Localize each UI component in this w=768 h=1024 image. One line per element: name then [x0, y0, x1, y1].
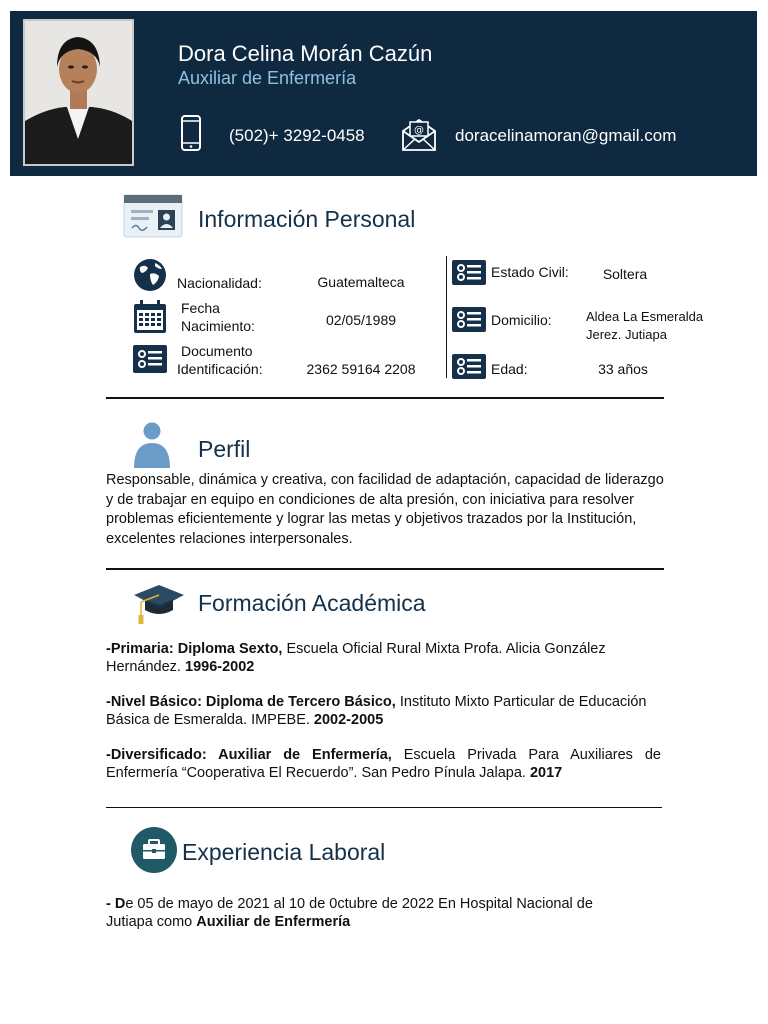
- education-item-degree: -Nivel Básico: Diploma de Tercero Básico,: [106, 694, 396, 710]
- info-column-divider: [446, 256, 447, 378]
- email-envelope-icon: [401, 116, 437, 157]
- education-item-years: 2002-2005: [313, 712, 384, 728]
- education-title: Formación Académica: [198, 590, 426, 616]
- nationality-value: Guatemalteca: [317, 274, 405, 290]
- id-value: 2362 59164 2208: [306, 361, 416, 377]
- experience-role: Auxiliar de Enfermería: [196, 914, 351, 930]
- education-item-years: 1996-2002: [185, 659, 255, 675]
- person-icon: [133, 421, 171, 474]
- briefcase-icon: [130, 826, 178, 879]
- experience-item: [106, 895, 626, 931]
- education-item-school: Escuela Oficial Rural Mixta Profa. Alicia González Hernández.: [106, 641, 606, 675]
- civil-status-icon: [452, 260, 486, 290]
- svg-text:@: @: [414, 125, 424, 136]
- globe-icon: [133, 258, 167, 297]
- calendar-icon: [133, 300, 167, 339]
- age-value: 33 años: [598, 361, 648, 377]
- address-line1: Aldea La Esmeralda: [586, 309, 704, 324]
- candidate-job-title: Auxiliar de Enfermería: [178, 68, 357, 88]
- education-item-degree: -Diversificado: Auxiliar de Enfermería,: [106, 747, 392, 763]
- address-line2: Jerez. Jutiapa: [586, 327, 667, 342]
- birth-label-line1: Fecha: [181, 300, 220, 316]
- candidate-name: Dora Celina Morán Cazún: [178, 41, 433, 66]
- birth-label-line2: Nacimiento:: [181, 318, 255, 334]
- profile-title: Perfil: [198, 436, 251, 462]
- education-item-diversified: [106, 746, 661, 782]
- email-address[interactable]: doracelinamoran@gmail.com: [455, 126, 677, 145]
- education-item-school: Escuela Privada Para Auxiliares de Enfermería “Cooperativa El Recuerdo”. San Pedro Pínula Jalapa.: [106, 747, 661, 781]
- personal-info-title: Información Personal: [198, 206, 416, 232]
- profile-text: Responsable, dinámica y creativa, con facilidad de adaptación, capacidad de liderazgo y de trabajar en equipo en condiciones de alta presión, con iniciativa para resolver problemas eficientemente y lograr las metas y objetivos trazados por la Institución, excelentes relaciones interpersonales.: [106, 472, 664, 547]
- age-icon: [452, 354, 486, 384]
- education-item-school: Instituto Mixto Particular de Educación Básica de Esmeralda. IMPEBE.: [106, 694, 647, 728]
- section-divider: [106, 397, 664, 399]
- experience-prefix: - D: [106, 896, 126, 912]
- experience-description: e 05 de mayo de 2021 al 10 de 0ctubre de 2022 En Hospital Nacional de Jutiapa como: [106, 896, 593, 930]
- age-label: Edad:: [491, 361, 528, 377]
- id-label-line2: Identificación:: [177, 361, 263, 377]
- nationality-label: Nacionalidad:: [177, 275, 262, 291]
- education-item-years: 2017: [529, 765, 563, 781]
- graduation-cap-icon: [133, 582, 185, 631]
- birth-value: 02/05/1989: [325, 312, 397, 328]
- id-list-icon: [133, 345, 167, 378]
- mobile-phone-icon: [180, 115, 202, 156]
- civil-status-value: Soltera: [602, 266, 648, 282]
- section-divider: [106, 807, 662, 808]
- phone-number[interactable]: (502)+ 3292-0458: [229, 126, 365, 145]
- id-card-icon: [123, 194, 183, 243]
- education-item-basic: [106, 693, 661, 729]
- experience-title: Experiencia Laboral: [182, 839, 386, 865]
- address-icon: [452, 307, 486, 337]
- civil-status-label: Estado Civil:: [491, 264, 569, 280]
- address-label: Domicilio:: [491, 312, 552, 328]
- education-item-degree: -Primaria: Diploma Sexto,: [106, 641, 283, 657]
- section-divider: [106, 568, 664, 570]
- id-label-line1: Documento: [181, 343, 253, 359]
- education-item-primary: [106, 640, 661, 676]
- profile-photo: [23, 19, 134, 166]
